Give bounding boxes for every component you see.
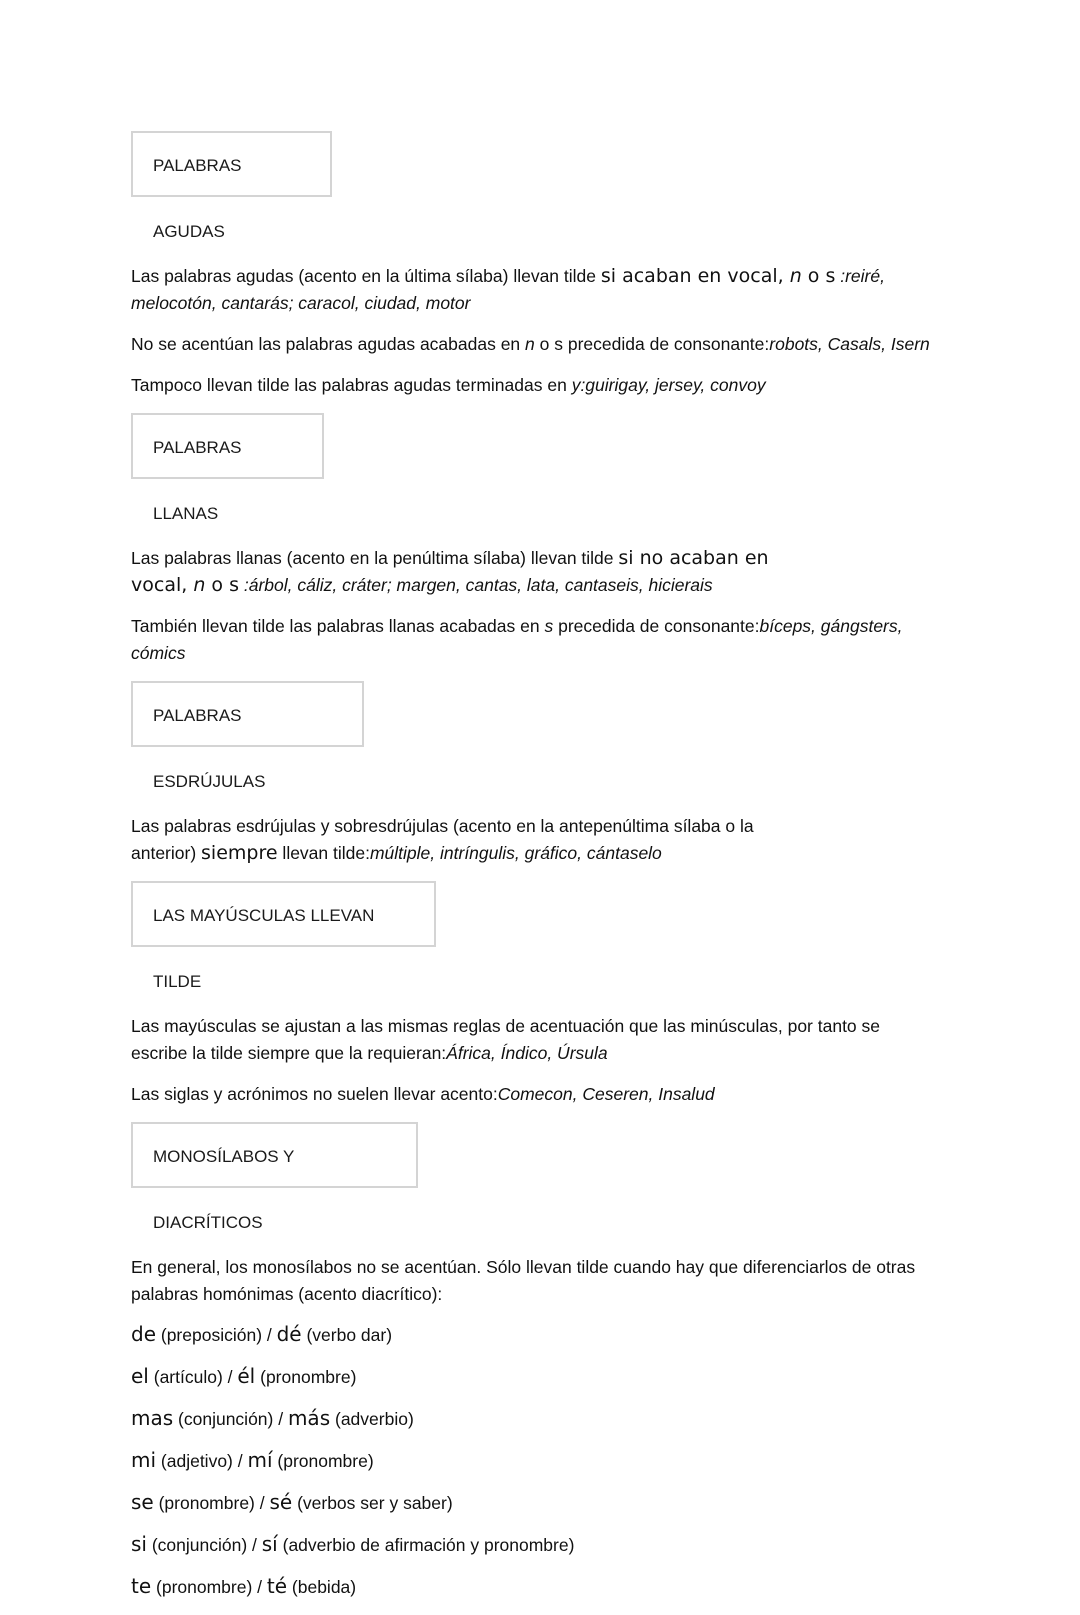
heading-text: PALABRAS LLANAS [153,438,242,523]
text: o [534,334,555,354]
paragraph [131,263,911,317]
list-item [131,1363,961,1391]
heading-text: LAS MAYÚSCULAS LLEVAN TILDE [153,906,375,991]
text: Las mayúsculas se ajustan a las mismas reglas de acentuación que las minúsculas, por tanto se escribe la tilde siempre que la requieran: [131,1016,881,1063]
text: precedida de consonante: [553,616,760,636]
text: (pronombre) [272,1451,374,1471]
text: (adverbio de afirmación y pronombre) [277,1535,575,1555]
list-item [131,1531,961,1559]
paragraph [131,613,931,667]
text: (preposición) / [156,1325,277,1345]
heading-agudas [131,131,332,241]
paragraph [131,1013,911,1067]
text: Las siglas y acrónimos no suelen llevar acento: [131,1084,498,1104]
text: siempre [201,842,278,864]
word: mi [131,1448,157,1472]
text: (verbo dar) [301,1325,393,1345]
text: s [229,574,239,596]
list-item [131,1573,961,1601]
heading-text: PALABRAS ESDRÚJULAS [153,706,266,791]
text: s [554,334,563,354]
text: (bebida) [287,1577,357,1597]
heading-monosilabos [131,1122,418,1232]
text: También llevan tilde las palabras llanas acabadas en [131,616,545,636]
examples: África, Índico, Úrsula [446,1043,608,1063]
word: sí [261,1532,278,1556]
text: s [825,265,836,287]
examples: robots, Casals, Isern [769,334,930,354]
list-item [131,1321,961,1349]
word: té [266,1574,288,1598]
text: Tampoco llevan tilde las palabras agudas terminadas en [131,375,572,395]
text: No se acentúan las palabras agudas acabadas en [131,334,526,354]
text: En general, los monosílabos no se acentúan. Sólo llevan tilde cuando hay que diferenciarlos de otras palabras homónimas (acento diacrítico): [131,1257,916,1304]
paragraph [131,331,961,358]
heading-llanas [131,413,324,523]
text: Las palabras llanas (acento en la penúltima sílaba) llevan tilde [131,548,619,568]
text: (adverbio) [330,1409,414,1429]
text: (pronombre) / [151,1577,267,1597]
text: s [544,616,554,636]
text: (conjunción) / [146,1535,262,1555]
word: mí [247,1448,273,1472]
word: te [131,1574,152,1598]
text: precedida de consonante: [563,334,770,354]
document-page [131,131,961,1615]
text: (adjetivo) / [156,1451,248,1471]
word: se [131,1490,154,1514]
word: dé [276,1322,302,1346]
text: n [525,334,535,354]
text: n [193,574,206,596]
examples: y:guirigay, jersey, convoy [571,375,766,395]
heading-esdrujulas [131,681,364,791]
examples: Comecon, Ceseren, Insalud [497,1084,715,1104]
text: (pronombre) [255,1367,357,1387]
heading-mayusculas [131,881,436,991]
list-item [131,1405,961,1433]
text: si acaban en vocal, [600,265,790,287]
list-item [131,1447,961,1475]
paragraph [131,1254,951,1308]
text: n [789,265,802,287]
text: (conjunción) / [173,1409,288,1429]
paragraph [131,1081,961,1108]
word: más [287,1406,331,1430]
text: llevan tilde: [277,843,370,863]
heading-text: MONOSÍLABOS Y DIACRÍTICOS [153,1147,295,1232]
paragraph [131,372,961,399]
text: Las palabras agudas (acento en la última sílaba) llevan tilde [131,266,601,286]
paragraph [131,813,791,867]
paragraph [131,545,811,599]
text: (artículo) / [148,1367,238,1387]
heading-text: PALABRAS AGUDAS [153,156,242,241]
text: Las palabras esdrújulas y sobresdrújulas (acento en la antepenúltima sílaba o la anterior) [131,816,754,863]
examples: bíceps, gángsters, cómics [131,616,903,663]
list-item [131,1489,961,1517]
diacritic-list [131,1321,961,1601]
text: o [205,574,230,596]
text: (verbos ser y saber) [292,1493,453,1513]
word: sé [269,1490,293,1514]
examples: :árbol, cáliz, cráter; margen, cantas, lata, cantaseis, hicierais [239,575,713,595]
word: el [131,1364,149,1388]
word: de [131,1322,156,1346]
word: él [237,1364,256,1388]
examples: :reiré, melocotón, cantarás; caracol, ciudad, motor [131,266,885,313]
word: si [131,1532,147,1556]
text: o [801,265,826,287]
text: si no acaban en vocal, [131,547,769,596]
examples: múltiple, intríngulis, gráfico, cántaselo [369,843,662,863]
text: (pronombre) / [153,1493,270,1513]
word: mas [131,1406,174,1430]
